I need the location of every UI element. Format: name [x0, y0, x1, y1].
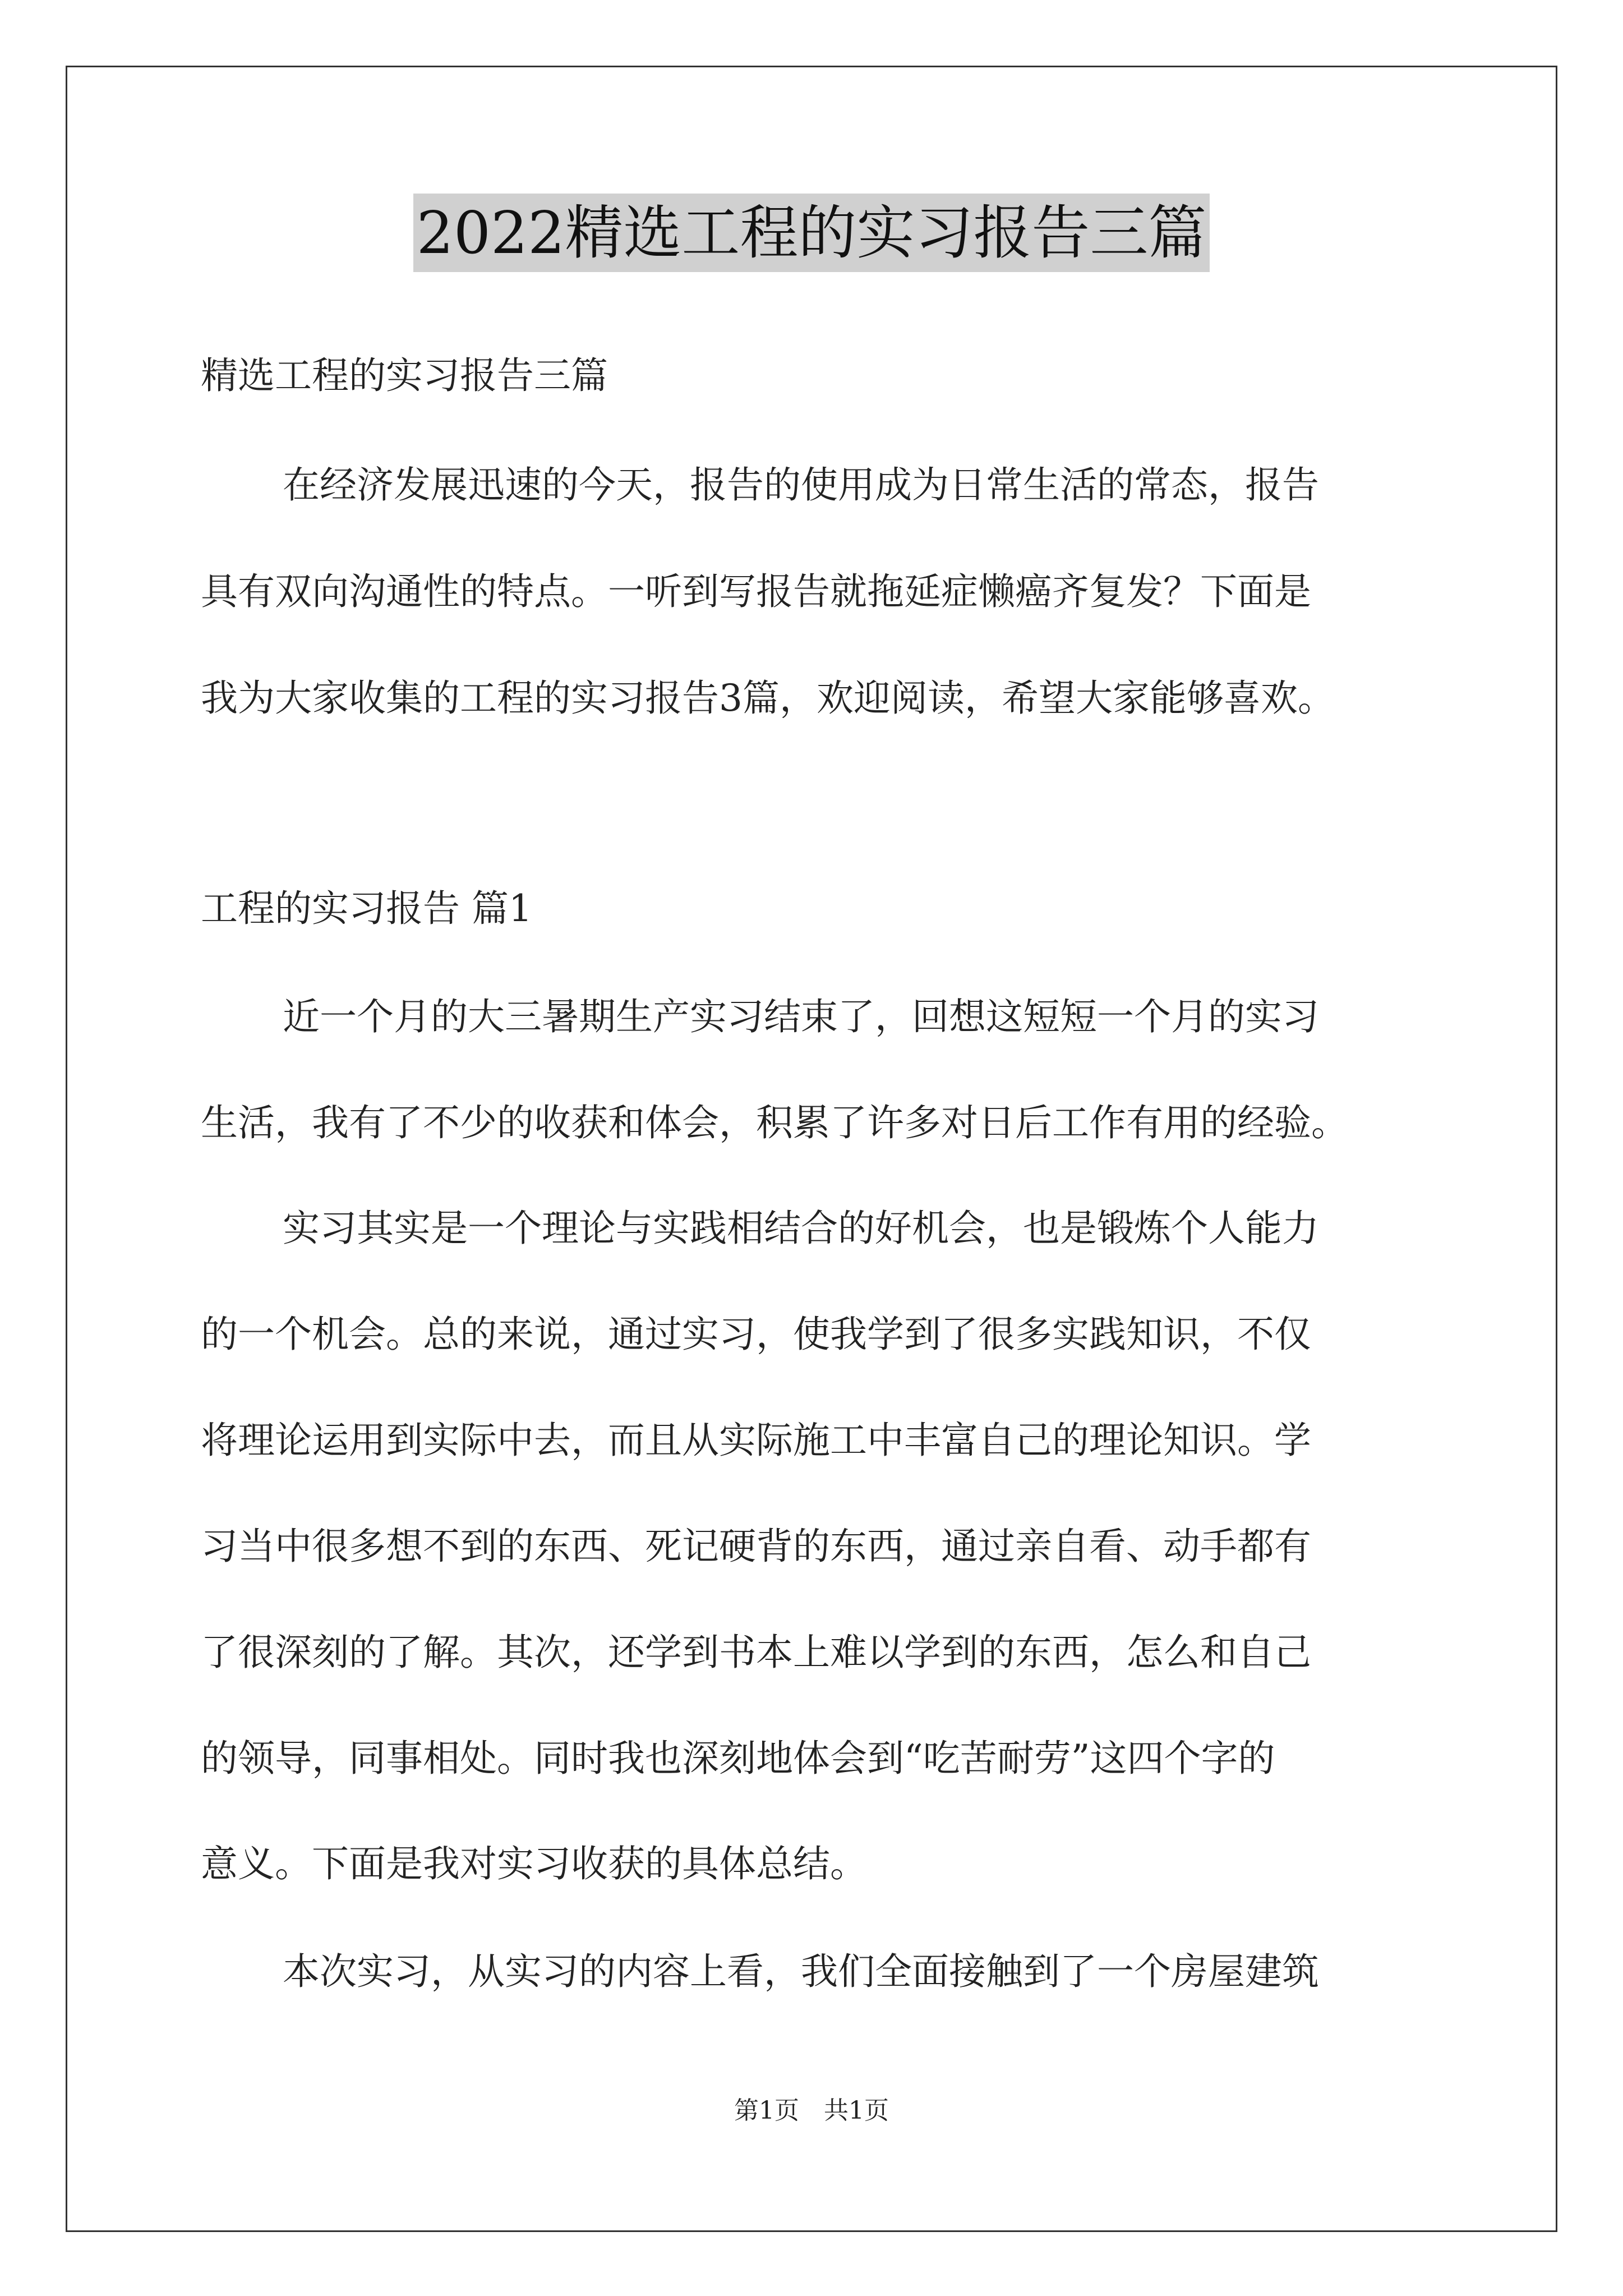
- page-number-footer: 第1页 共1页: [734, 2096, 889, 2125]
- paragraph2-line-3: 将理论运用到实际中去，而且从实际施工中丰富自己的理论知识。学: [201, 1419, 1311, 1462]
- paragraph2-line-4: 习当中很多想不到的东西、死记硬背的东西，通过亲自看、动手都有: [201, 1525, 1311, 1568]
- section-heading: 工程的实习报告 篇1: [201, 887, 532, 930]
- intro-line-2: 具有双向沟通性的特点。一听到写报告就拖延症懒癌齐复发？下面是: [201, 570, 1311, 613]
- paragraph2-line-6: 的领导，同事相处。同时我也深刻地体会到“吃苦耐劳”这四个字的: [201, 1737, 1275, 1780]
- paragraph1-line-1: 近一个月的大三暑期生产实习结束了，回想这短短一个月的实习: [283, 995, 1319, 1038]
- paragraph3-line-1: 本次实习，从实习的内容上看，我们全面接触到了一个房屋建筑: [283, 1950, 1319, 1993]
- intro-line-3: 我为大家收集的工程的实习报告3篇，欢迎阅读，希望大家能够喜欢。: [201, 677, 1335, 720]
- paragraph2-line-1: 实习其实是一个理论与实践相结合的好机会，也是锻炼个人能力: [283, 1207, 1319, 1250]
- document-title: 2022精选工程的实习报告三篇: [413, 194, 1210, 272]
- paragraph2-line-7: 意义。下面是我对实习收获的具体总结。: [201, 1842, 867, 1885]
- paragraph2-line-5: 了很深刻的了解。其次，还学到书本上难以学到的东西，怎么和自己: [201, 1631, 1311, 1674]
- intro-line-1: 在经济发展迅速的今天，报告的使用成为日常生活的常态，报告: [283, 463, 1319, 507]
- paragraph1-line-2: 生活，我有了不少的收获和体会，积累了许多对日后工作有用的经验。: [201, 1101, 1348, 1144]
- paragraph2-line-2: 的一个机会。总的来说，通过实习，使我学到了很多实践知识，不仅: [201, 1313, 1311, 1356]
- subtitle: 精选工程的实习报告三篇: [201, 354, 608, 397]
